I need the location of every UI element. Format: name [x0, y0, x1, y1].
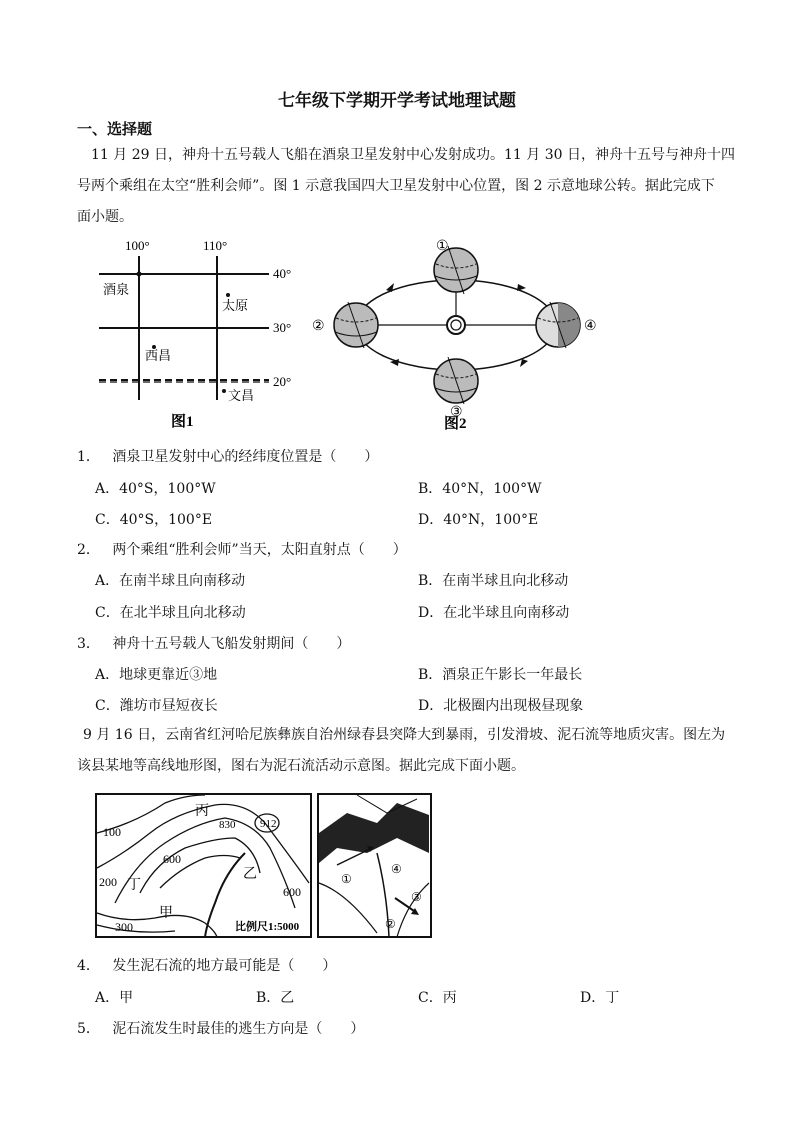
option-c[interactable]: C．潍坊市昼短夜长: [95, 698, 218, 714]
option-b[interactable]: B．在南半球且向北移动: [418, 573, 569, 589]
question-stem: 神舟十五号载人飞船发射期间（ ）: [112, 636, 351, 652]
passage-2-line: 该县某地等高线地形图，图右为泥石流活动示意图。据此完成下面小题。: [77, 758, 525, 774]
question-5: [77, 1018, 364, 1038]
option-a[interactable]: A．40°S，100°W: [95, 481, 216, 497]
figure-3-contour-map: [95, 793, 313, 939]
question-4: [77, 955, 336, 975]
contour-label: 600: [283, 885, 301, 899]
place-label: 太原: [222, 298, 249, 313]
passage-1: [77, 140, 757, 233]
figure-caption: 图2: [444, 416, 467, 432]
question-stem: 发生泥石流的地方最可能是（ ）: [112, 958, 337, 974]
question-number: 2．: [77, 542, 100, 558]
option-b[interactable]: B．乙: [256, 990, 295, 1006]
option-a[interactable]: A．地球更靠近③地: [95, 667, 218, 683]
figure-2-orbit: [308, 236, 608, 432]
page-title: 七年级下学期开学考试地理试题: [278, 91, 516, 111]
place-label: 酒泉: [103, 282, 130, 297]
option-c[interactable]: C．40°S，100°E: [95, 512, 213, 528]
option-b[interactable]: B．酒泉正午影长一年最长: [418, 667, 583, 683]
option-d[interactable]: D．丁: [580, 990, 620, 1006]
question-number: 3．: [77, 636, 100, 652]
contour-label: 200: [99, 875, 117, 889]
option-a[interactable]: A．甲: [95, 990, 134, 1006]
place-label: 文昌: [228, 388, 255, 403]
passage-1-line: 面小题。: [77, 209, 133, 225]
passage-1-line: 号两个乘组在太空“胜利会师”。图 1 示意我国四大卫星发射中心位置，图 2 示意地球公转。据此完成下: [77, 178, 715, 194]
diagram-label: ③: [411, 890, 422, 904]
option-d[interactable]: D．40°N，100°E: [418, 512, 539, 528]
diagram-label: ②: [385, 917, 396, 931]
place-label: 甲: [159, 906, 173, 921]
passage-2: [77, 720, 757, 782]
lat-label: 30°: [273, 320, 292, 335]
lon-label: 100°: [125, 238, 150, 253]
question-number: 5．: [77, 1021, 100, 1037]
place-label: 丙: [195, 804, 209, 819]
scale-label: 比例尺1:5000: [235, 921, 300, 933]
question-stem: 泥石流发生时最佳的逃生方向是（ ）: [112, 1021, 365, 1037]
option-c[interactable]: C．在北半球且向北移动: [95, 605, 246, 621]
question-3: [77, 633, 350, 653]
place-label: 丁: [127, 878, 141, 893]
position-label: ③: [450, 405, 463, 420]
contour-label: 300: [115, 920, 133, 934]
contour-label: 912: [260, 818, 277, 830]
figure-4-debris-flow: [317, 793, 432, 939]
figure-caption: 图1: [171, 414, 194, 430]
place-label: 乙: [243, 867, 257, 882]
option-d[interactable]: D．北极圈内出现极昼现象: [418, 698, 584, 714]
lat-label: 20°: [273, 374, 292, 389]
question-stem: 两个乘组“胜利会师”当天，太阳直射点（ ）: [112, 542, 407, 558]
diagram-label: ④: [391, 862, 402, 876]
question-2: [77, 539, 407, 559]
earth-globe: [334, 302, 378, 348]
contour-label: 100: [103, 825, 121, 839]
earth-globe: [434, 357, 478, 404]
earth-globe: [536, 302, 580, 348]
position-label: ①: [436, 239, 449, 254]
question-1: [77, 446, 378, 466]
place-label: 西昌: [145, 348, 172, 363]
question-stem: 酒泉卫星发射中心的经纬度位置是（ ）: [112, 449, 379, 465]
option-a[interactable]: A．在南半球且向南移动: [95, 573, 246, 589]
position-label: ②: [312, 319, 325, 334]
lon-label: 110°: [203, 238, 228, 253]
position-label: ④: [584, 319, 597, 334]
option-b[interactable]: B．40°N，100°W: [418, 481, 542, 497]
option-c[interactable]: C．丙: [418, 990, 457, 1006]
passage-2-line: 9 月 16 日，云南省红河哈尼族彝族自治州绿春县突降大到暴雨，引发滑坡、泥石流等地质灾害。图左为: [83, 727, 726, 743]
lat-label: 40°: [273, 266, 292, 281]
contour-label: 600: [163, 852, 181, 866]
figure-1-map: [95, 236, 305, 432]
diagram-label: ①: [341, 872, 352, 886]
question-number: 4．: [77, 958, 100, 974]
section-heading: 一、选择题: [77, 120, 153, 138]
question-number: 1．: [77, 449, 100, 465]
passage-1-line: 11 月 29 日，神舟十五号载人飞船在酒泉卫星发射中心发射成功。11 月 30 日，神舟十五号与神舟十四: [91, 147, 735, 163]
option-d[interactable]: D．在北半球且向南移动: [418, 605, 570, 621]
contour-label: 830: [219, 819, 236, 831]
